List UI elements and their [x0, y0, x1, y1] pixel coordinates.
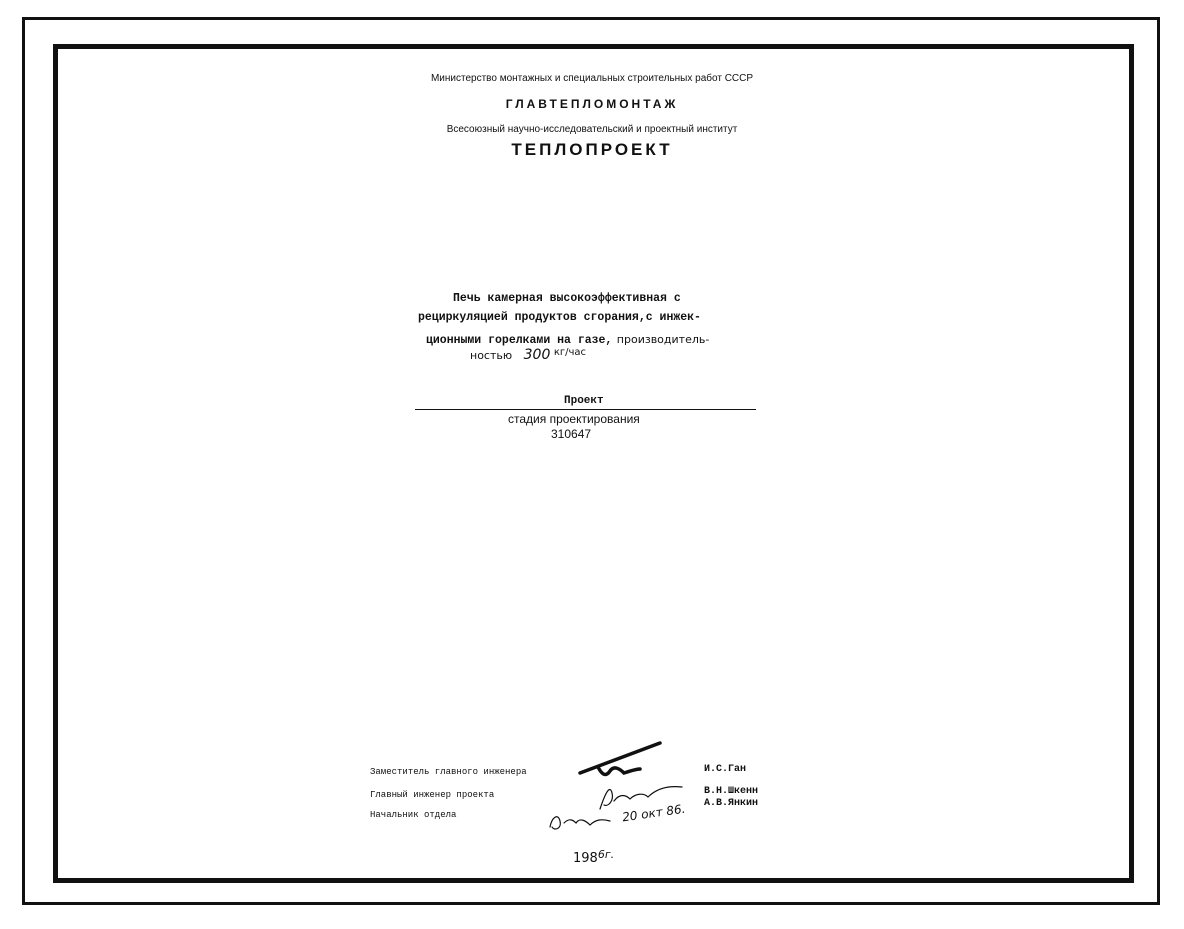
title-line-4-hand: ностью [470, 349, 513, 362]
project-stage: стадия проектирования [508, 412, 640, 426]
name-shkenn: В.Н.Шкенн [704, 786, 759, 797]
year [573, 848, 614, 866]
title-line-1: Печь камерная высокоэффективная с [453, 292, 681, 305]
ministry-name: Министерство монтажных и специальных строительных работ СССР [430, 73, 754, 84]
role-department-head: Начальник отдела [370, 810, 457, 820]
year-hand-suffix: 6г. [597, 848, 615, 861]
title-line-3-hand: производитель- [616, 333, 710, 346]
title-line-3 [426, 330, 709, 348]
title-line-4 [470, 347, 586, 363]
organization-name: ТЕПЛОПРОЕКТ [511, 140, 673, 159]
capacity-unit: кг/час [553, 347, 587, 358]
name-yankin: А.В.Янкин [704, 798, 759, 809]
handwritten-signatures [540, 735, 700, 835]
capacity-value: 300 [523, 347, 551, 363]
year-typed: 198 [573, 851, 598, 866]
handwritten-date: 20 окт 86. [621, 801, 687, 825]
role-deputy-chief-engineer: Заместитель главного инженера [370, 767, 527, 777]
name-gan: И.С.Ган [704, 764, 747, 775]
project-label: Проект [564, 395, 604, 407]
divider-line [415, 409, 756, 410]
glav-name: ГЛАВТЕПЛОМОНТАЖ [505, 97, 679, 111]
title-line-2: рециркуляцией продуктов сгорания,с инжек- [418, 311, 701, 324]
title-line-3-typed: ционными горелками на газе, [426, 334, 613, 347]
project-number: 310647 [551, 427, 592, 441]
institute-name: Всесоюзный научно-исследовательский и проектный институт [446, 124, 738, 135]
role-chief-project-engineer: Главный инженер проекта [370, 790, 495, 800]
